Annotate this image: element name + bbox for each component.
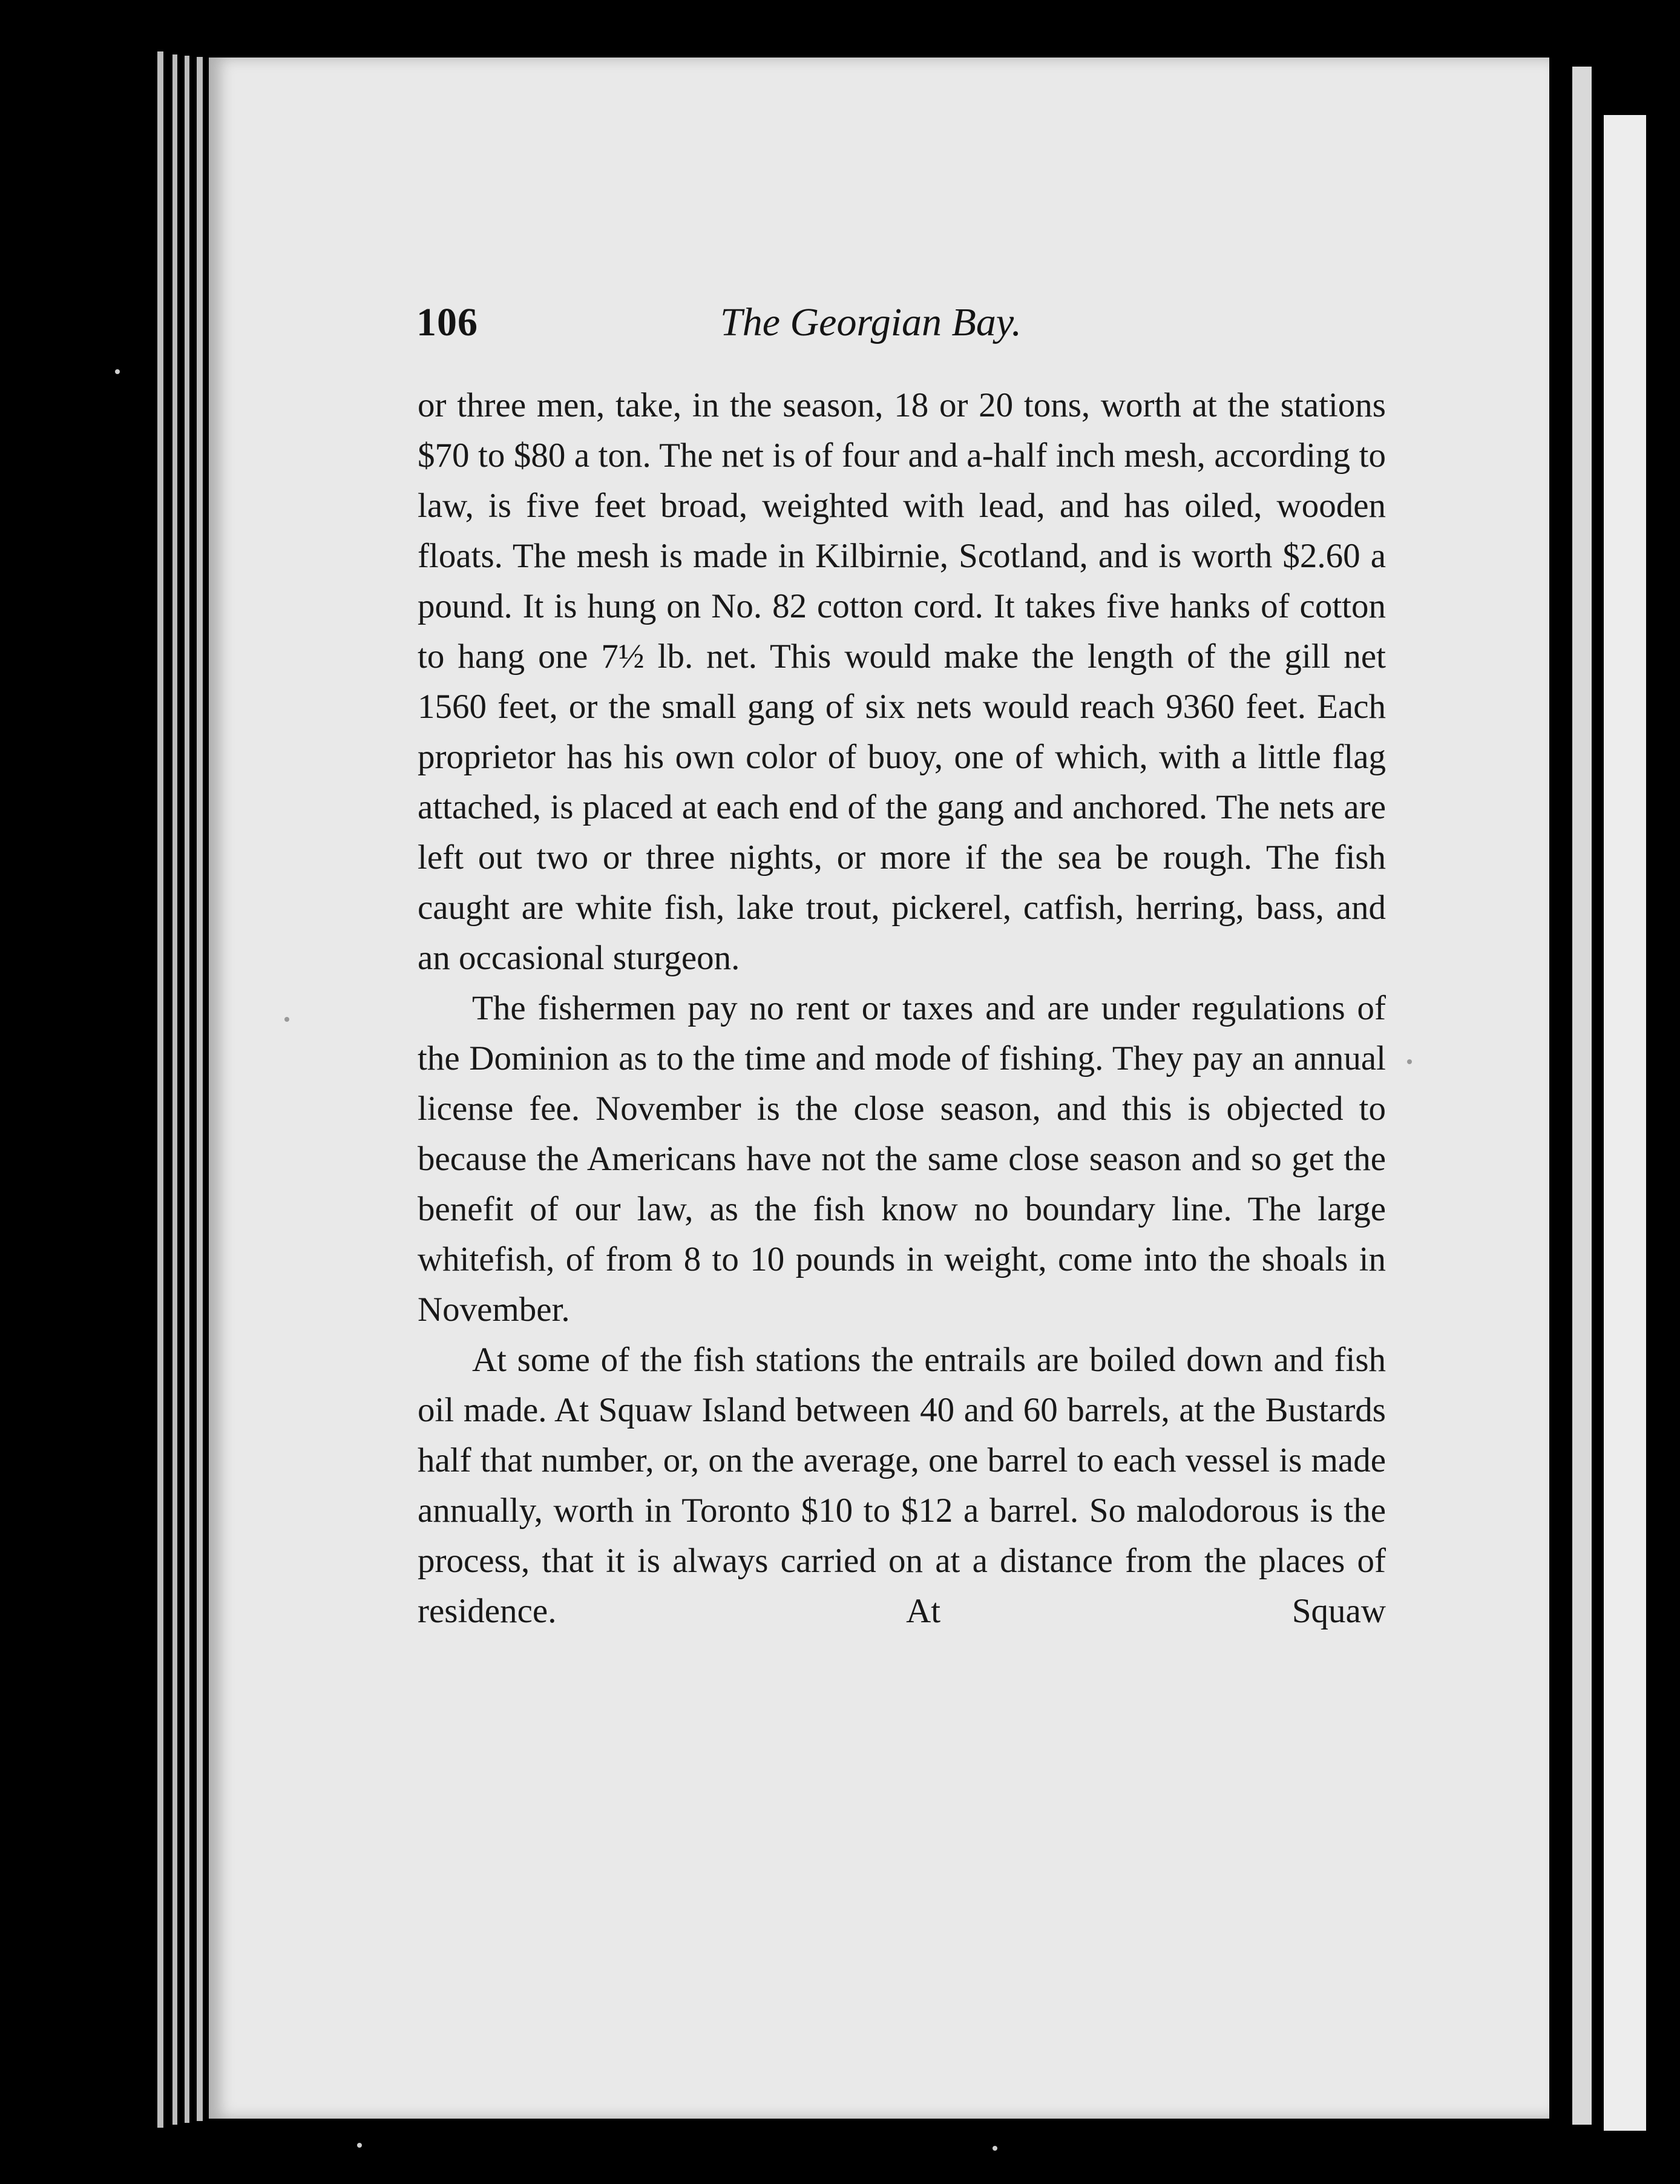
paragraph: or three men, take, in the season, 18 or 20 tons, worth at the stations $70 to $80 a ton. The net is of four and a-half inch mesh, according to law, is five feet broad, weighted with lead, and has oiled, wooden floats. The mesh is made in Kilbirnie, Scotland, and is worth $2.60 a pound. It is hung on No. 82 cotton cord. It takes five hanks of cotton to hang one 7½ lb. net. This would make the length of the gill net 1560 feet, or the small gang of six nets would reach 9360 feet. Each proprietor has his own color of buoy, one of which, with a little flag attached, is placed at each end of the gang and anchored. The nets are left out two or three nights, or more if the sea be rough. The fish caught are white fish, lake trout, pickerel, catfish, herring, bass, and an occasional sturgeon.: [418, 386, 1386, 977]
paragraph: At some of the fish stations the entrails are boiled down and fish oil made. At Squaw Island between 40 and 60 barrels, at the Bustards half that number, or, on the average, one barrel to each vessel is made annually, worth in Toronto $10 to $12 a barrel. So malodorous is the process, that it is always carried on at a distance from the places of residence. At Squaw: [418, 1341, 1386, 1630]
page-edge: [157, 51, 163, 2128]
page-header: [0, 300, 1680, 348]
facing-page: [1604, 115, 1646, 2131]
page-edge: [197, 57, 203, 2121]
page-number: 106: [416, 300, 478, 344]
scan-speck: [357, 2143, 362, 2148]
scan-speck: [1407, 1059, 1412, 1064]
scan-speck: [284, 1017, 289, 1022]
page-edge: [172, 54, 177, 2125]
scan-speck: [993, 2146, 997, 2151]
page-edge: [185, 56, 189, 2123]
running-title: The Georgian Bay.: [720, 300, 1022, 344]
body-text: [418, 380, 1386, 1636]
paragraph: The fishermen pay no rent or taxes and are under regulations of the Dominion as to the time and mode of fishing. They pay an annual license fee. November is the close season, and this is objected to because the Americans have not the same close season and so get the benefit of our law, as the fish know no boundary line. The large whitefish, of from 8 to 10 pounds in weight, come into the shoals in November.: [418, 989, 1386, 1329]
scan-speck: [115, 369, 120, 374]
facing-page-edge: [1572, 67, 1592, 2125]
